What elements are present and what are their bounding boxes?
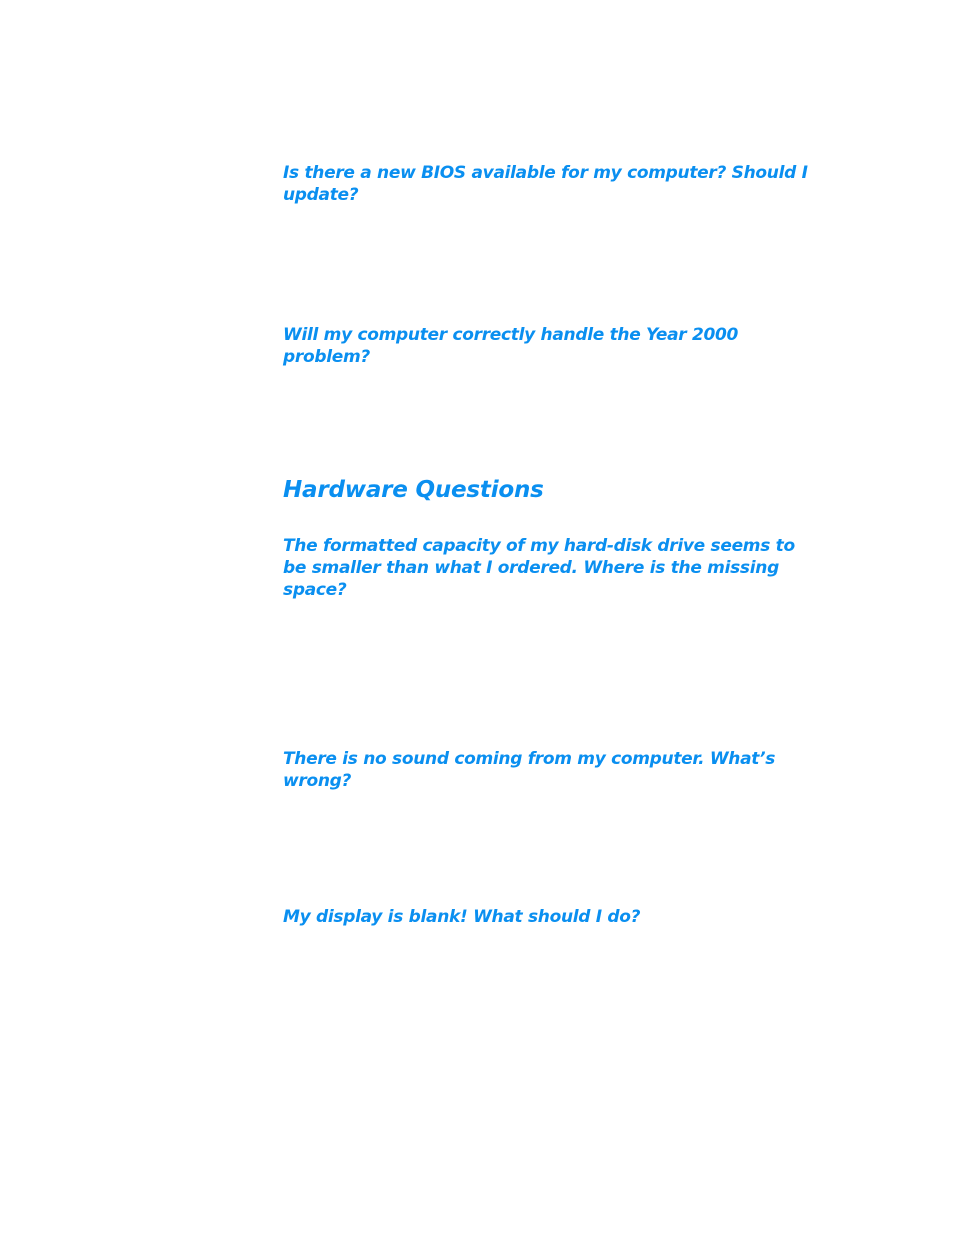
question-year-2000: Will my computer correctly handle the Year 2000 problem? [283,325,739,367]
question-no-sound: There is no sound coming from my computer. What’s wrong? [283,749,776,791]
question-disk-capacity: The formatted capacity of my hard-disk drive seems to be smaller than what I ordered. Where is the missing space? [283,536,795,600]
section-heading-hardware: Hardware Questions [283,477,544,503]
question-blank-display: My display is blank! What should I do? [283,907,641,927]
question-bios-update: Is there a new BIOS available for my computer? Should I update? [283,163,808,205]
